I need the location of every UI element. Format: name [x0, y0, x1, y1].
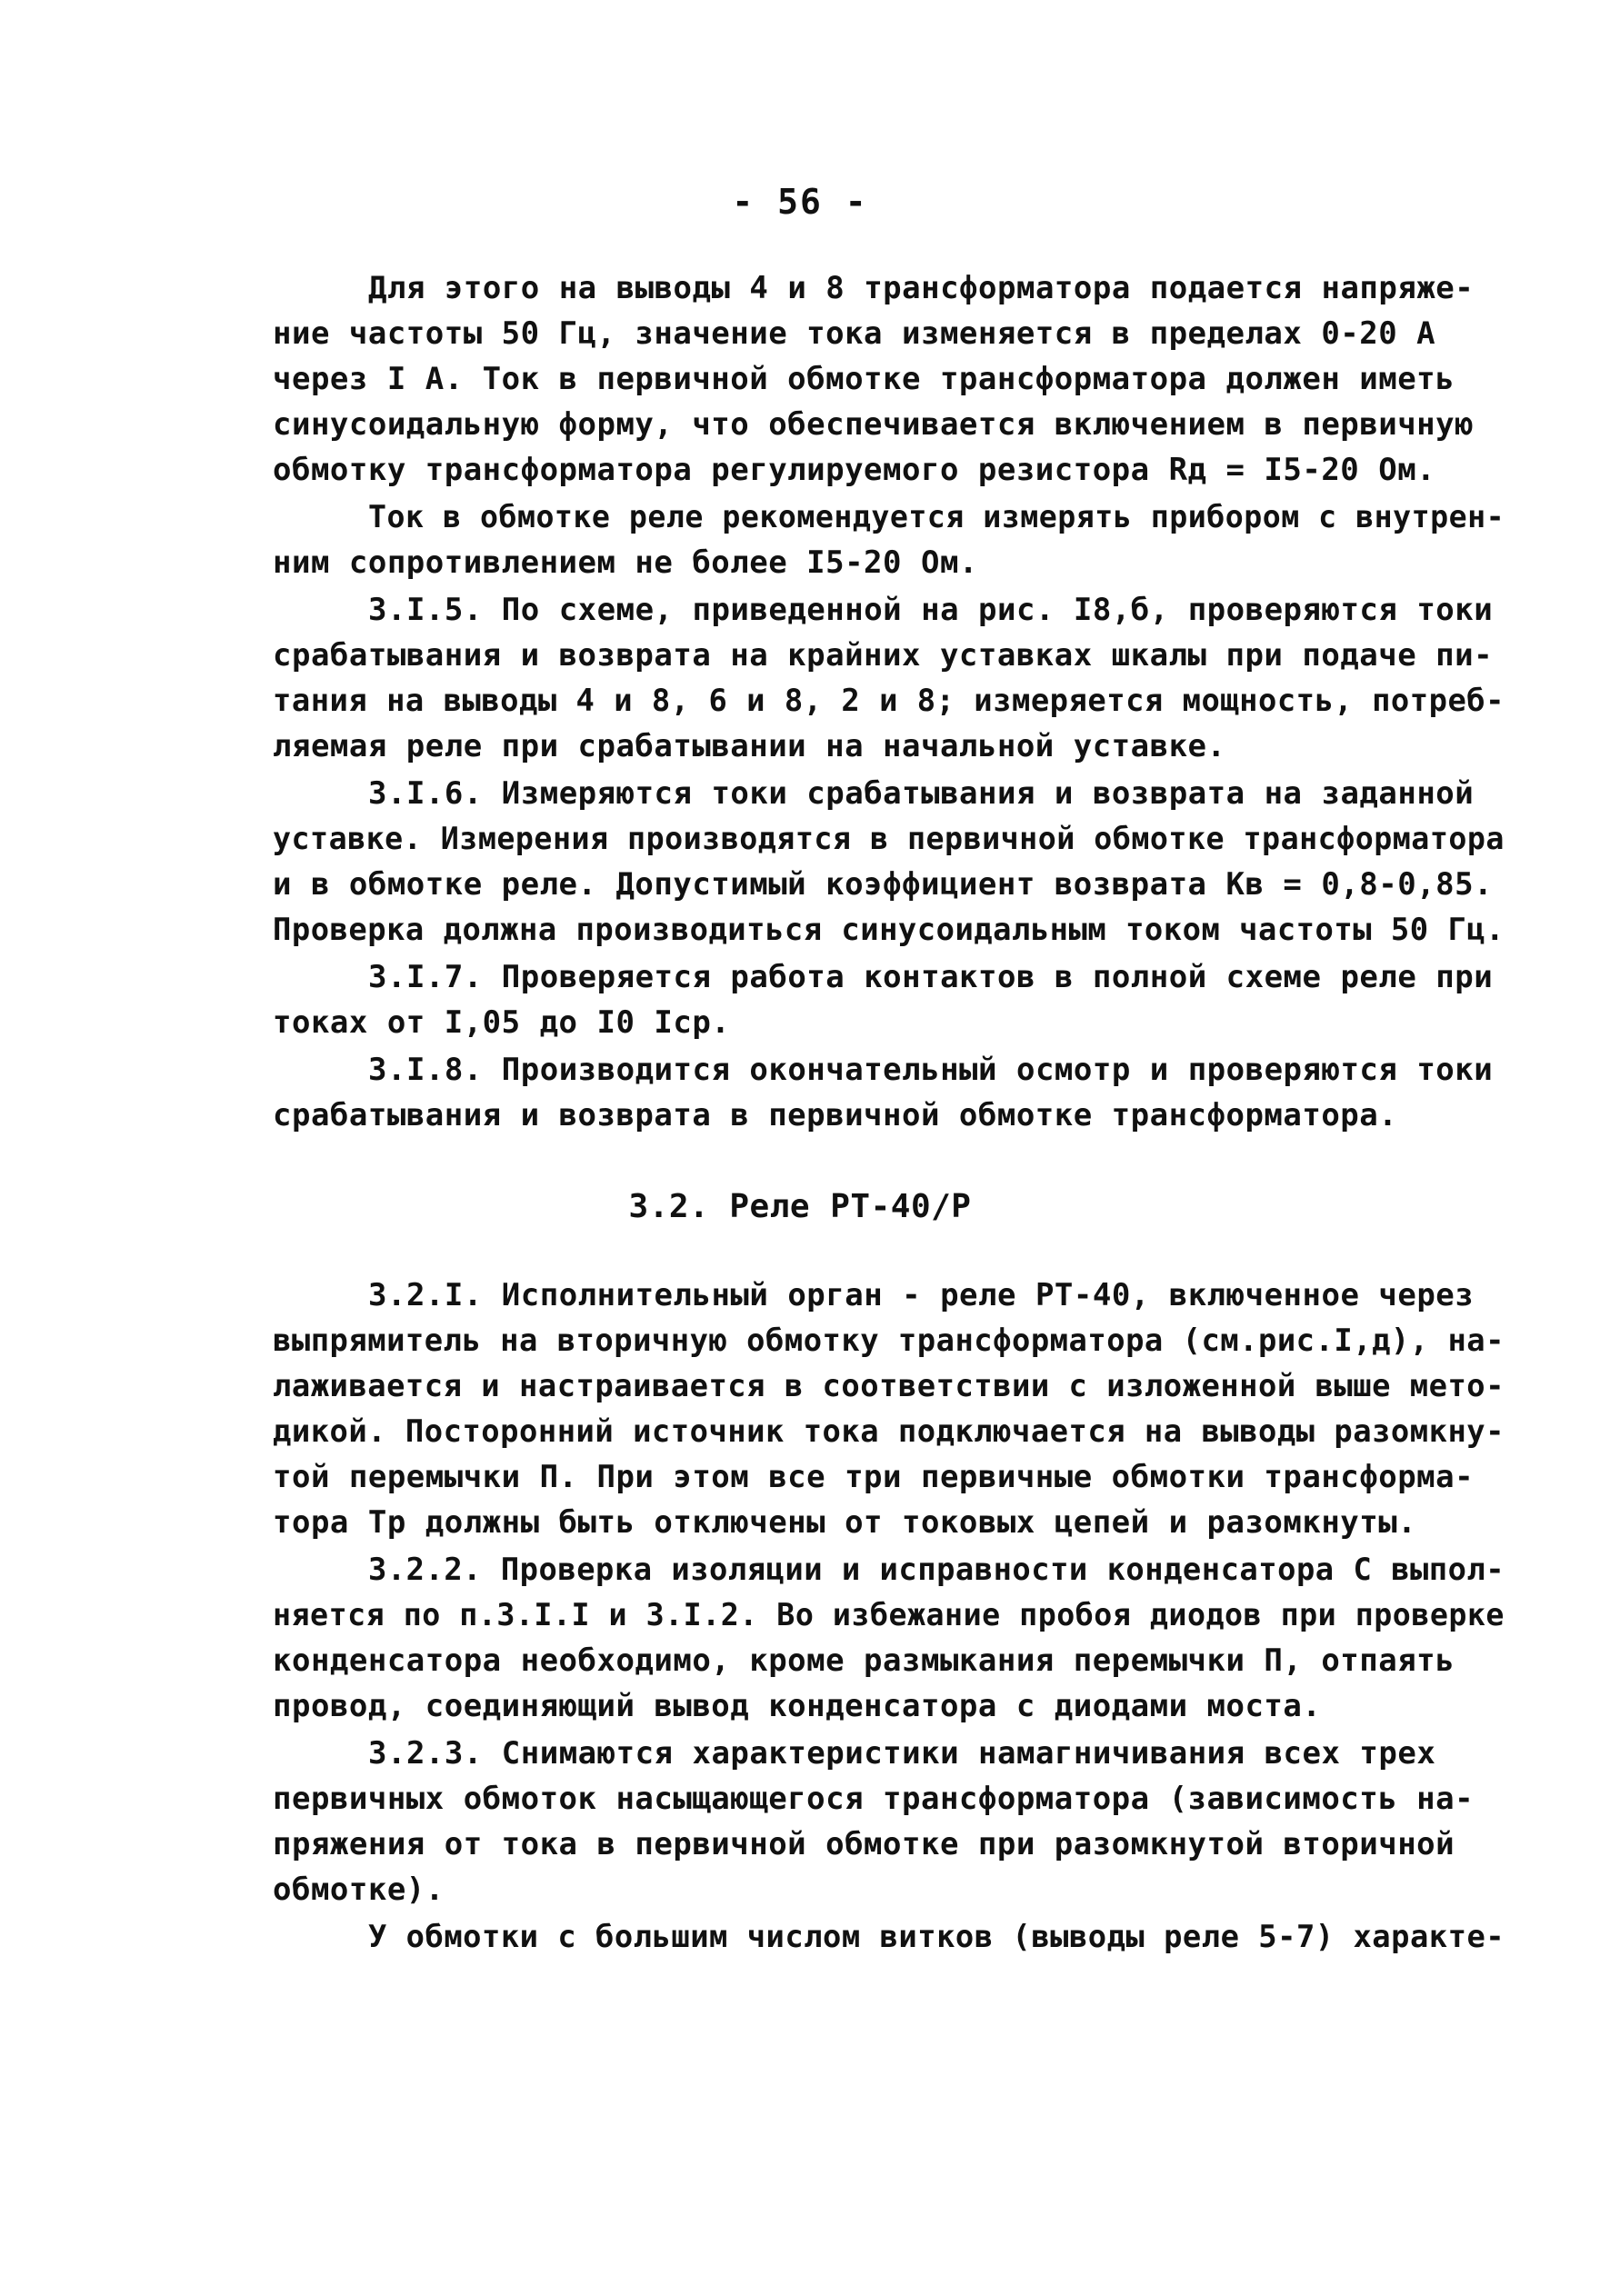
text-line: обмотку трансформатора регулируемого резистора Rд = I5-20 Ом.: [273, 452, 1436, 488]
page-number: - 56 -: [732, 182, 868, 222]
text-line: срабатывания и возврата на крайних уставках шкалы при подаче пи-: [273, 637, 1494, 674]
text-line: выпрямитель на вторичную обмотку трансформатора (см.рис.I,д), на-: [273, 1323, 1505, 1359]
text-line: ние частоты 50 Гц, значение тока изменяется в пределах 0-20 А: [273, 315, 1436, 352]
text-line: 3.I.8. Производится окончательный осмотр и проверяются токи: [368, 1052, 1494, 1088]
text-line: тора Тр должны быть отключены от токовых цепей и разомкнуты.: [273, 1504, 1417, 1541]
text-line: токах от I,05 до I0 Iср.: [273, 1004, 731, 1041]
text-line: У обмотки с большим числом витков (выводы реле 5-7) характе-: [368, 1919, 1505, 1955]
text-line: Для этого на выводы 4 и 8 трансформатора подается напряже-: [368, 270, 1475, 306]
text-line: 3.I.7. Проверяется работа контактов в полной схеме реле при: [368, 959, 1494, 995]
text-line: 3.2.3. Снимаются характеристики намагничивания всех трех: [368, 1735, 1436, 1772]
text-line: уставке. Измерения производятся в первичной обмотке трансформатора: [273, 821, 1505, 857]
text-line: 3.I.6. Измеряются токи срабатывания и возврата на заданной: [368, 775, 1475, 812]
text-line: 3.2.I. Исполнительный орган - реле РТ-40, включенное через: [368, 1277, 1475, 1313]
text-line: провод, соединяющий вывод конденсатора с диодами моста.: [273, 1688, 1322, 1724]
text-line: дикой. Посторонний источник тока подключается на выводы разомкну-: [273, 1413, 1505, 1450]
text-line: ним сопротивлением не более I5-20 Ом.: [273, 544, 978, 581]
text-line: няется по п.3.I.I и 3.I.2. Во избежание пробоя диодов при проверке: [273, 1597, 1505, 1633]
text-line: пряжения от тока в первичной обмотке при разомкнутой вторичной: [273, 1826, 1455, 1862]
text-line: синусоидальную форму, что обеспечивается включением в первичную: [273, 406, 1475, 443]
section-heading: 3.2. Реле РТ-40/Р: [628, 1188, 972, 1225]
text-line: конденсатора необходимо, кроме размыкания перемычки П, отпаять: [273, 1642, 1455, 1679]
text-line: лаживается и настраивается в соответствии с изложенной выше мето-: [273, 1368, 1505, 1404]
text-line: 3.2.2. Проверка изоляции и исправности конденсатора С выпол-: [368, 1552, 1505, 1588]
text-line: тания на выводы 4 и 8, 6 и 8, 2 и 8; измеряется мощность, потреб-: [273, 683, 1505, 719]
text-line: через I А. Ток в первичной обмотке трансформатора должен иметь: [273, 361, 1455, 397]
text-line: той перемычки П. При этом все три первичные обмотки трансформа-: [273, 1459, 1475, 1495]
text-line: ляемая реле при срабатывании на начальной уставке.: [273, 728, 1226, 764]
text-line: первичных обмоток насыщающегося трансформатора (зависимость на-: [273, 1781, 1475, 1817]
text-line: обмотке).: [273, 1872, 445, 1908]
text-line: 3.I.5. По схеме, приведенной на рис. I8,б, проверяются токи: [368, 592, 1494, 628]
text-line: срабатывания и возврата в первичной обмотке трансформатора.: [273, 1097, 1398, 1133]
text-line: Ток в обмотке реле рекомендуется измерять прибором с внутрен-: [368, 499, 1505, 535]
text-line: Проверка должна производиться синусоидальным током частоты 50 Гц.: [273, 912, 1505, 948]
text-line: и в обмотке реле. Допустимый коэффициент возврата Кв = 0,8-0,85.: [273, 866, 1494, 903]
